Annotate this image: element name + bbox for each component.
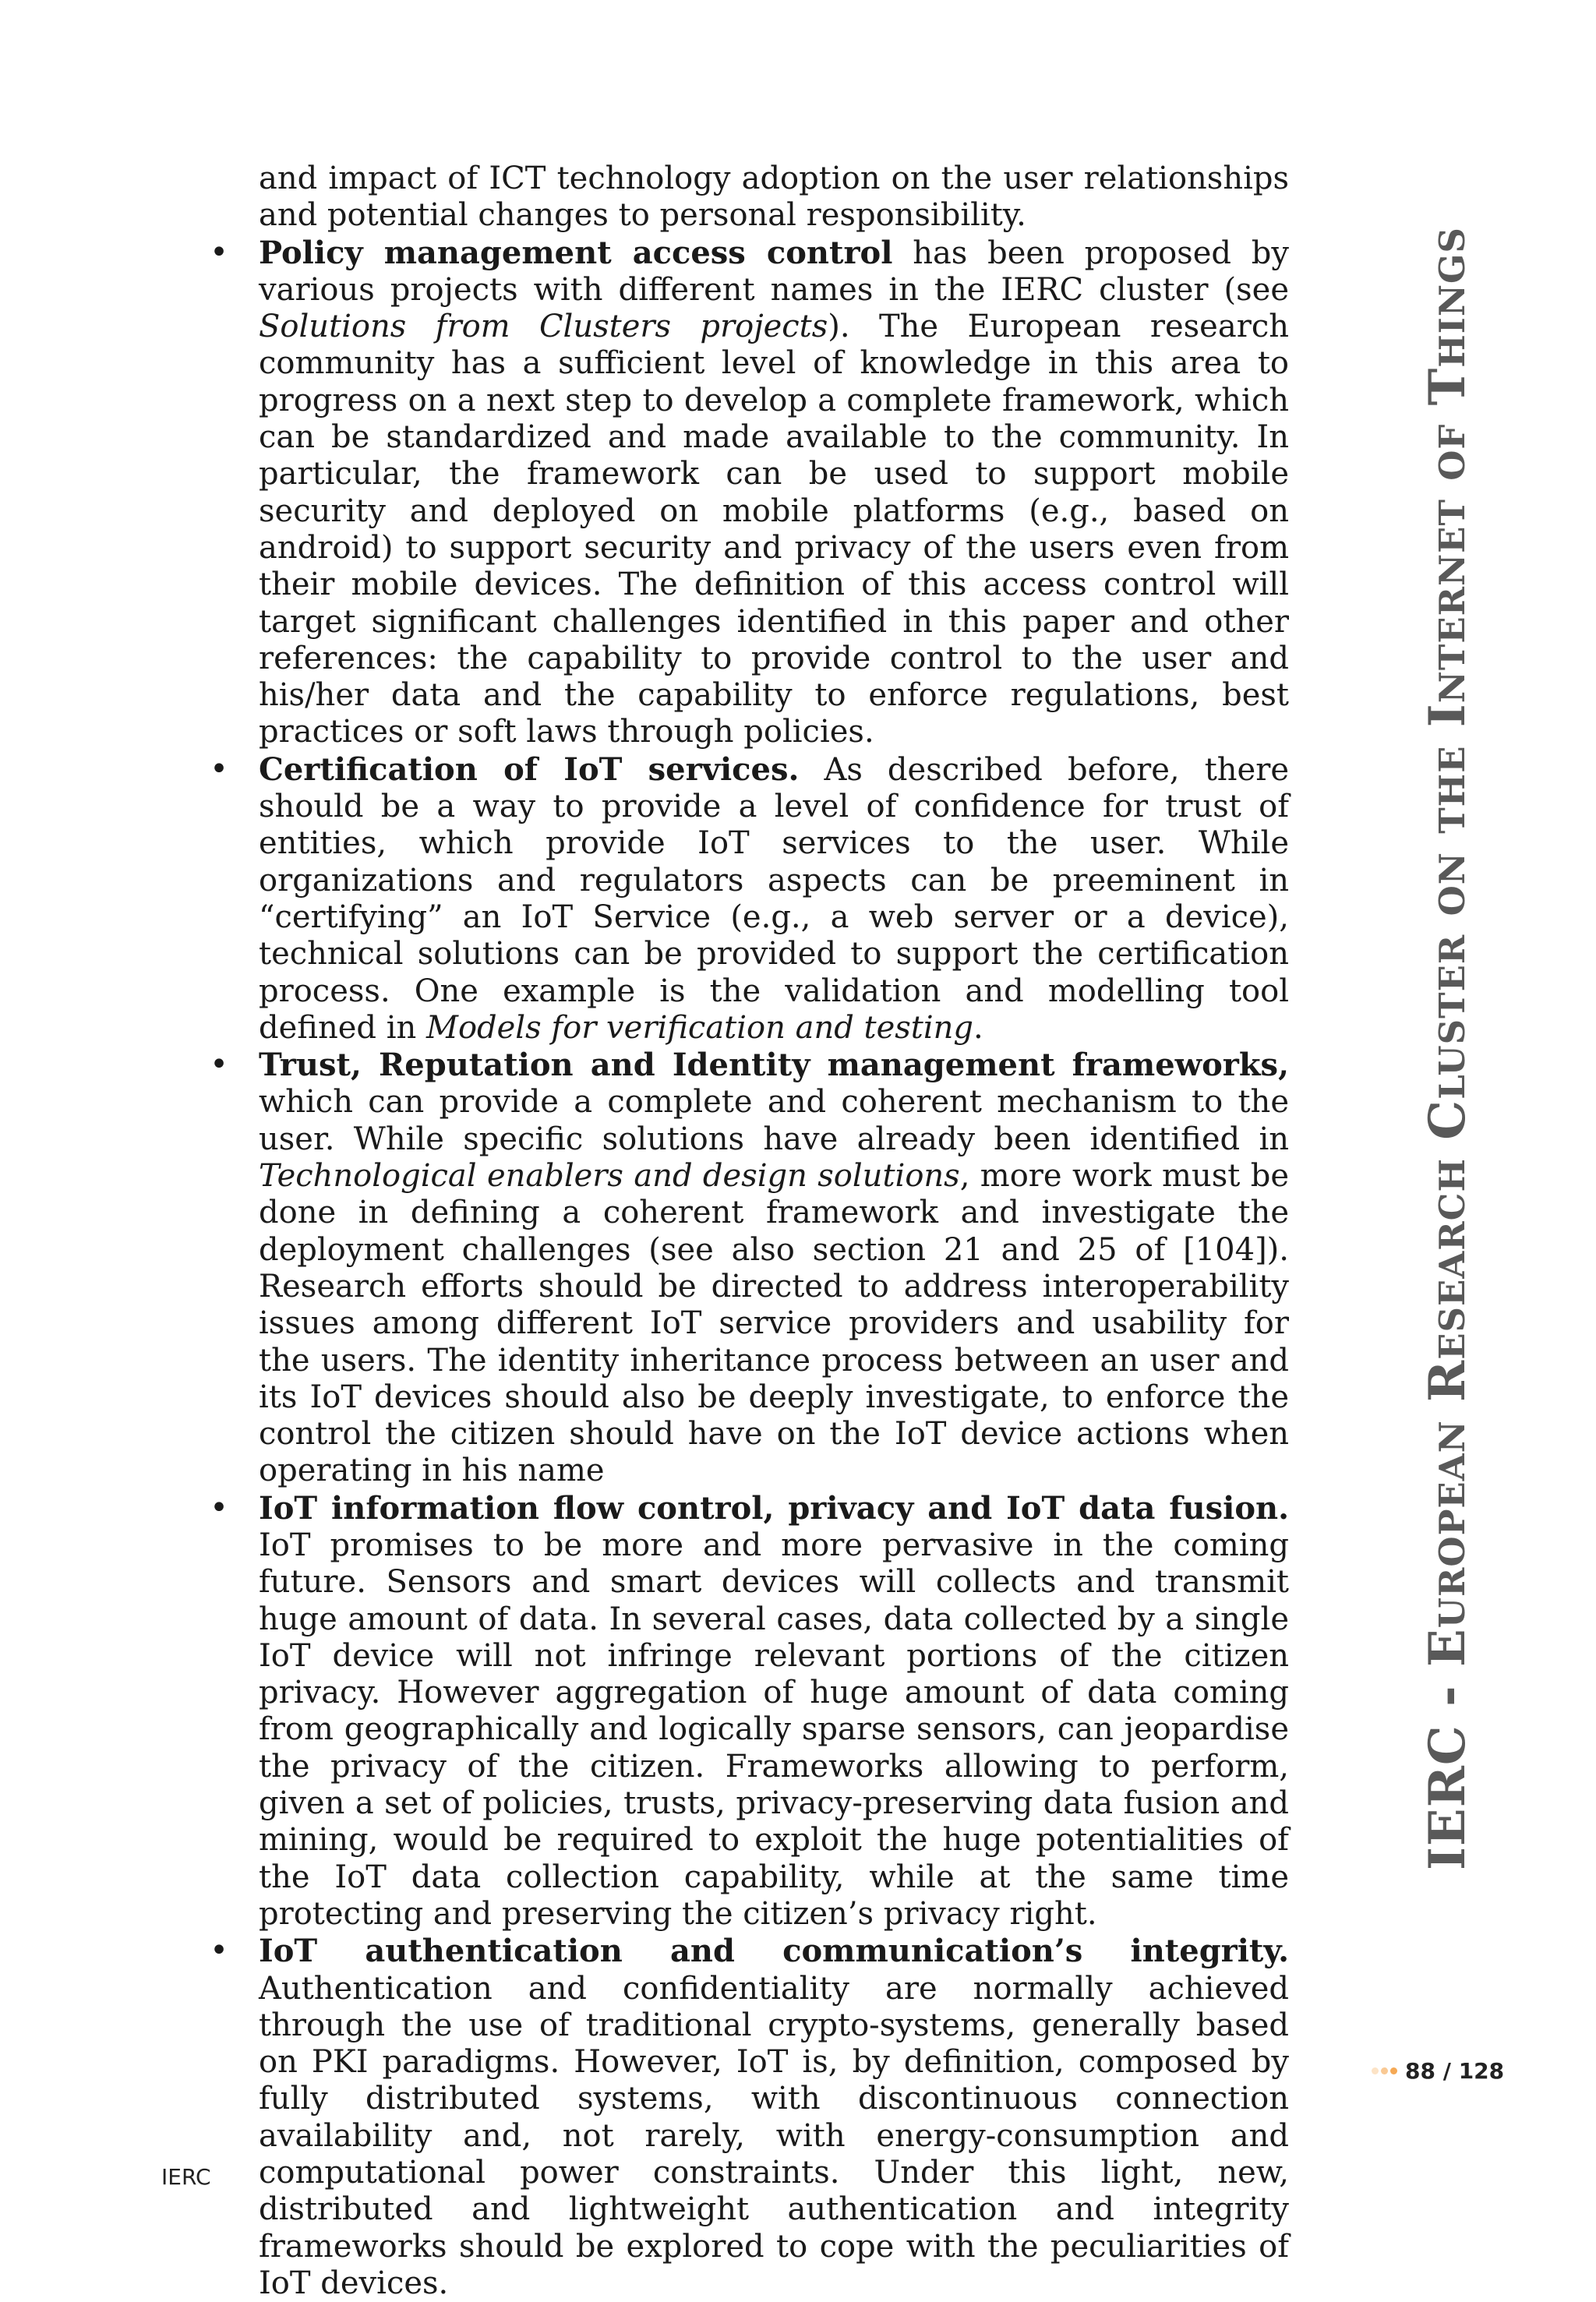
bullet-item-trust-reputation: • Trust, Reputation and Identity management frameworks, which can provide a complete and coherent mechanism to the user. While specific solutions have already been identified in Technological enablers and design solutions, more work must be done in defining a coherent framework and investigate the deployment challenges (see also section 21 and 25 of [104]). Research efforts should be directed to address interoperability issues among different IoT service providers and usability for the users. The identity inheritance process between an user and its IoT devices should also be deeply investigate, to enforce the control the citizen should have on the IoT device actions when operating in his name [259,1047,1289,1490]
bullet-icon: • [210,750,228,787]
page-number [1372,2058,1504,2084]
bullet-heading: Certification of IoT services. [259,750,800,788]
bullet-item-certification: • Certification of IoT services. As described before, there should be a way to provide a level of confidence for trust of entities, which provide IoT services to the user. While organizations and regulators aspects can be preeminent in “certifying” an IoT Service (e.g., a web server or a device), technical solutions can be provided to support the certification process. One example is the validation and modelling tool defined in Models for verification and testing. [259,751,1289,1047]
dots-icon [1372,2067,1397,2074]
bullet-icon: • [210,1489,228,1526]
continuation-paragraph: and impact of ICT technology adoption on the user relationships and potential changes to personal responsibility. [259,161,1289,234]
side-running-title: IERC - European Research Cluster on the Internet of Things [1418,227,1477,1870]
bullet-item-information-flow: • IoT information flow control, privacy and IoT data fusion. IoT promises to be more and more pervasive in the coming future. Sensors and smart devices will collects and transmit huge amount of data. In several cases, data collected by a single IoT device will not infringe relevant portions of the citizen privacy. However aggregation of huge amount of data coming from geographically and logically sparse sensors, can jeopardise the privacy of the citizen. Frameworks allowing to perform, given a set of policies, trusts, privacy-preserving data fusion and mining, would be required to exploit the huge potentialities of the IoT data collection capability, while at the same time protecting and preserving the citizen’s privacy right. [259,1490,1289,1933]
cross-reference: Models for verification and testing [425,1009,974,1046]
main-content [210,161,1289,2302]
bullet-icon: • [210,1047,228,1083]
bullet-heading: IoT information flow control, privacy and IoT data fusion. [259,1489,1289,1527]
dot-icon [1372,2067,1379,2074]
dot-icon [1390,2067,1397,2074]
bullet-item-policy-management: • Policy management access control has been proposed by various projects with different names in the IERC cluster (see Solutions from Clusters projects). The European research community has a sufficient level of knowledge in this area to progress on a next step to develop a complete framework, which can be standardized and made available to the community. In particular, the framework can be used to support mobile security and deployed on mobile platforms (e.g., based on android) to support security and privacy of the users even from their mobile devices. The definition of this access control will target significant challenges identified in this paper and other references: the capability to provide control to the user and his/her data and the capability to enforce regulations, best practices or soft laws through policies. [259,235,1289,751]
bullet-heading: Trust, Reputation and Identity management frameworks, [259,1047,1289,1084]
footer-label: IERC [161,2164,211,2190]
bullet-item-authentication: • IoT authentication and communication’s integrity. Authentication and confidentiality are normally achieved through the use of traditional crypto-systems, generally based on PKI paradigms. However, IoT is, by definition, composed by fully distributed systems, with discontinuous connection availability and, not rarely, with energy-consumption and computational power constraints. Under this light, new, distributed and lightweight authentication and integrity frameworks should be explored to cope with the peculiarities of IoT devices. [259,1933,1289,2302]
bullet-list [210,234,1289,2302]
cross-reference: Technological enablers and design solutions [259,1158,960,1195]
bullet-icon: • [210,1933,228,1969]
bullet-heading: IoT authentication and communication’s integrity. [259,1933,1289,1970]
cross-reference: Solutions from Clusters projects [259,309,828,345]
dot-icon [1381,2067,1388,2074]
page-number-text: 88 / 128 [1405,2058,1505,2084]
bullet-icon: • [210,234,228,270]
bullet-heading: Policy management access control [259,234,893,271]
